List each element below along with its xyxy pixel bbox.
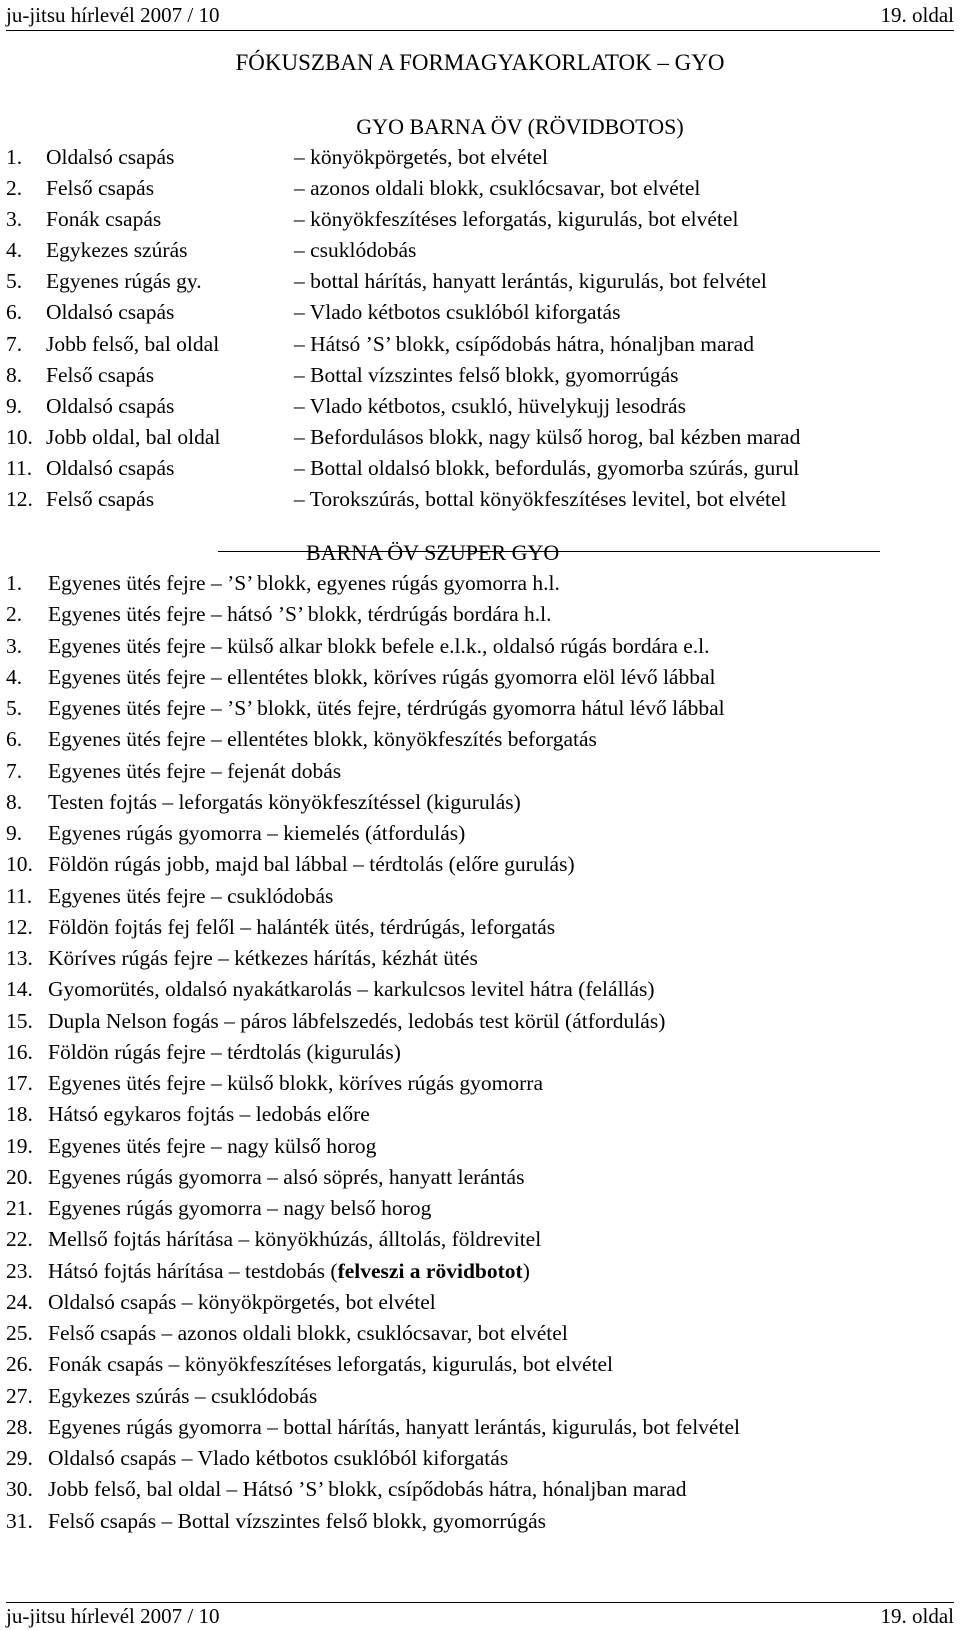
item-text bbox=[48, 1068, 543, 1099]
item-text bbox=[48, 1006, 665, 1037]
item-text-main: Köríves rúgás fejre – kétkezes hárítás, kézhát ütés bbox=[48, 946, 478, 970]
item-text-main: Egyenes ütés fejre – hátsó ’S’ blokk, térdrúgás bordára h.l. bbox=[48, 602, 552, 627]
item-number: 16. bbox=[6, 1039, 33, 1064]
item-text-main: Fonák csapás – könyökfeszítéses leforgatás, kigurulás, bot elvétel bbox=[48, 1352, 614, 1377]
page-title: FÓKUSZBAN A FORMAGYAKORLATOK – GYO bbox=[235, 50, 725, 75]
item-text bbox=[48, 1443, 508, 1474]
item-text bbox=[48, 1381, 317, 1412]
item-text-main: Egyenes ütés fejre – ’S’ blokk, egyenes rúgás gyomorra h.l. bbox=[48, 571, 560, 595]
item-number: 7. bbox=[6, 331, 23, 356]
item-text bbox=[48, 1193, 431, 1224]
item-description: – könyökfeszítéses leforgatás, kigurulás, bot elvétel bbox=[294, 207, 739, 232]
item-text bbox=[48, 1474, 687, 1505]
item-text bbox=[48, 881, 333, 912]
item-description: – Bottal vízszintes felső blokk, gyomorrúgás bbox=[294, 362, 679, 387]
item-text bbox=[48, 568, 560, 599]
item-number: 21. bbox=[6, 1196, 33, 1220]
item-text bbox=[48, 1287, 436, 1318]
item-name: Oldalsó csapás bbox=[46, 145, 175, 169]
item-number: 30. bbox=[6, 1477, 33, 1502]
item-number: 31. bbox=[6, 1508, 33, 1533]
item-text-main: Oldalsó csapás – Vlado kétbotos csuklóból kiforgatás bbox=[48, 1446, 509, 1470]
item-text-main: Jobb felső, bal oldal – Hátsó ’S’ blokk, csípődobás hátra, hónaljban marad bbox=[48, 1477, 687, 1502]
header-publication: ju-jitsu hírlevél 2007 / 10 bbox=[6, 3, 220, 27]
item-text bbox=[48, 1224, 541, 1255]
item-text-main: Földön fojtás fej felől – halánték ütés, térdrúgás, leforgatás bbox=[48, 914, 556, 939]
item-name: Oldalsó csapás bbox=[46, 393, 175, 418]
item-number: 14. bbox=[6, 977, 33, 1002]
item-number: 4. bbox=[6, 664, 23, 689]
item-number: 4. bbox=[6, 238, 23, 263]
item-description: – Befordulásos blokk, nagy külső horog, bal kézben marad bbox=[294, 424, 801, 449]
item-description: – Bottal oldalsó blokk, befordulás, gyomorba szúrás, gurul bbox=[294, 455, 800, 480]
item-number: 6. bbox=[6, 727, 23, 752]
item-text bbox=[48, 818, 465, 849]
item-number: 7. bbox=[6, 758, 23, 783]
item-text-emphasis: felveszi a rövidbotot bbox=[337, 1258, 523, 1283]
item-text bbox=[48, 1131, 376, 1162]
item-number: 27. bbox=[6, 1383, 33, 1408]
item-name: Jobb felső, bal oldal bbox=[46, 331, 220, 356]
item-text-main: Egyenes ütés fejre – külső alkar blokk befele e.l.k., oldalsó rúgás bordára e.l. bbox=[48, 633, 710, 658]
item-description: – azonos oldali blokk, csuklócsavar, bot elvétel bbox=[294, 176, 701, 201]
item-text bbox=[48, 943, 478, 974]
item-number: 25. bbox=[6, 1321, 33, 1345]
item-text-main: Egyenes ütés fejre – ’S’ blokk, ütés fejre, térdrúgás gyomorra hátul lévő lábbal bbox=[48, 696, 725, 720]
item-text bbox=[48, 1099, 370, 1130]
item-text bbox=[48, 1256, 530, 1287]
item-name: Egykezes szúrás bbox=[46, 238, 188, 263]
item-text-tail: ) bbox=[522, 1258, 530, 1283]
item-text-main: Egyenes ütés fejre – fejenát dobás bbox=[48, 758, 342, 783]
item-number: 3. bbox=[6, 633, 23, 658]
footer-page-number: 19. oldal bbox=[880, 1604, 954, 1628]
item-text bbox=[48, 849, 575, 880]
item-name: Felső csapás bbox=[46, 176, 155, 201]
item-number: 29. bbox=[6, 1446, 33, 1470]
item-text bbox=[48, 693, 725, 724]
item-number: 2. bbox=[6, 602, 23, 627]
item-text bbox=[48, 631, 710, 662]
item-text-main: Földön rúgás fejre – térdtolás (kigurulás) bbox=[48, 1039, 401, 1064]
item-text-main: Hátsó fojtás hárítása – testdobás ( bbox=[48, 1258, 338, 1283]
item-number: 13. bbox=[6, 946, 33, 970]
item-number: 8. bbox=[6, 362, 23, 387]
item-text-main: Mellső fojtás hárítása – könyökhúzás, álltolás, földrevitel bbox=[48, 1227, 542, 1252]
item-number: 12. bbox=[6, 487, 33, 512]
item-text-main: Oldalsó csapás – könyökpörgetés, bot elvétel bbox=[48, 1289, 436, 1314]
item-number: 22. bbox=[6, 1227, 33, 1252]
item-name: Jobb oldal, bal oldal bbox=[46, 424, 221, 449]
item-text bbox=[48, 1037, 401, 1068]
item-text-main: Egyenes rúgás gyomorra – nagy belső horog bbox=[48, 1196, 432, 1220]
page-header bbox=[6, 2, 954, 28]
item-text-main: Egyenes rúgás gyomorra – bottal hárítás, hanyatt lerántás, kigurulás, bot felvétel bbox=[48, 1414, 740, 1439]
item-text-main: Felső csapás – azonos oldali blokk, csuklócsavar, bot elvétel bbox=[48, 1321, 568, 1345]
item-number: 12. bbox=[6, 914, 33, 939]
item-name: Felső csapás bbox=[46, 487, 155, 512]
item-number: 8. bbox=[6, 789, 23, 814]
item-name: Felső csapás bbox=[46, 362, 155, 387]
item-name: Egyenes rúgás gy. bbox=[46, 269, 202, 294]
item-number: 5. bbox=[6, 269, 23, 294]
item-text-main: Gyomorütés, oldalsó nyakátkarolás – karkulcsos levitel hátra (felállás) bbox=[48, 977, 655, 1002]
item-number: 9. bbox=[6, 821, 23, 845]
item-text-main: Dupla Nelson fogás – páros lábfelszedés, ledobás test körül (átfordulás) bbox=[48, 1008, 666, 1033]
item-description: – Vlado kétbotos csuklóból kiforgatás bbox=[294, 300, 621, 325]
item-number: 5. bbox=[6, 696, 23, 720]
item-text bbox=[48, 912, 555, 943]
header-page-number: 19. oldal bbox=[880, 3, 954, 27]
item-number: 9. bbox=[6, 393, 23, 418]
item-number: 17. bbox=[6, 1071, 33, 1095]
item-number: 28. bbox=[6, 1414, 33, 1439]
item-description: – Torokszúrás, bottal könyökfeszítéses levitel, bot elvétel bbox=[294, 487, 787, 512]
item-number: 6. bbox=[6, 300, 23, 325]
item-text bbox=[48, 974, 655, 1005]
item-number: 19. bbox=[6, 1133, 33, 1158]
item-name: Oldalsó csapás bbox=[46, 455, 175, 480]
item-description: – Vlado kétbotos, csukló, hüvelykujj lesodrás bbox=[294, 393, 686, 418]
header-divider bbox=[6, 30, 954, 31]
item-number: 23. bbox=[6, 1258, 33, 1283]
section1-title: GYO BARNA ÖV (RÖVIDBOTOS) bbox=[356, 114, 684, 139]
item-number: 18. bbox=[6, 1102, 33, 1127]
item-text-main: Egykezes szúrás – csuklódobás bbox=[48, 1383, 318, 1408]
item-description: – bottal hárítás, hanyatt lerántás, kigurulás, bot felvétel bbox=[294, 269, 767, 294]
item-text-main: Felső csapás – Bottal vízszintes felső blokk, gyomorrúgás bbox=[48, 1508, 547, 1533]
item-text-main: Egyenes rúgás gyomorra – alsó söprés, hanyatt lerántás bbox=[48, 1164, 525, 1189]
item-description: – csuklódobás bbox=[294, 238, 417, 263]
item-text-main: Egyenes ütés fejre – nagy külső horog bbox=[48, 1133, 377, 1158]
item-number: 20. bbox=[6, 1164, 33, 1189]
item-number: 26. bbox=[6, 1352, 33, 1377]
item-text bbox=[48, 724, 597, 755]
item-text-main: Egyenes ütés fejre – csuklódobás bbox=[48, 883, 334, 908]
section2-title: BARNA ÖV SZUPER GYO bbox=[306, 540, 560, 565]
item-text bbox=[48, 1412, 740, 1443]
item-text-main: Testen fojtás – leforgatás könyökfeszítéssel (kigurulás) bbox=[48, 789, 521, 814]
item-number: 3. bbox=[6, 207, 23, 232]
item-number: 1. bbox=[6, 571, 23, 595]
item-text bbox=[48, 599, 552, 630]
item-description: – Hátsó ’S’ blokk, csípődobás hátra, hónaljban marad bbox=[294, 331, 754, 356]
item-number: 11. bbox=[6, 883, 33, 908]
item-text-main: Hátsó egykaros fojtás – ledobás előre bbox=[48, 1102, 370, 1127]
item-text-main: Egyenes ütés fejre – ellentétes blokk, könyökfeszítés beforgatás bbox=[48, 727, 597, 752]
item-number: 2. bbox=[6, 176, 23, 201]
item-description: – könyökpörgetés, bot elvétel bbox=[294, 145, 548, 169]
item-number: 15. bbox=[6, 1008, 33, 1033]
item-number: 24. bbox=[6, 1289, 33, 1314]
item-name: Fonák csapás bbox=[46, 207, 162, 232]
item-text-main: Egyenes ütés fejre – külső blokk, köríves rúgás gyomorra bbox=[48, 1071, 543, 1095]
item-number: 10. bbox=[6, 852, 33, 877]
item-number: 1. bbox=[6, 145, 23, 169]
item-name: Oldalsó csapás bbox=[46, 300, 175, 325]
item-text bbox=[48, 756, 341, 787]
item-text bbox=[48, 1318, 568, 1349]
item-text bbox=[48, 1162, 524, 1193]
footer-publication: ju-jitsu hírlevél 2007 / 10 bbox=[6, 1604, 220, 1628]
item-text-main: Egyenes rúgás gyomorra – kiemelés (átfordulás) bbox=[48, 821, 466, 845]
item-text bbox=[48, 787, 521, 818]
item-number: 11. bbox=[6, 455, 33, 480]
item-number: 10. bbox=[6, 424, 33, 449]
item-text-main: Földön rúgás jobb, majd bal lábbal – térdtolás (előre gurulás) bbox=[48, 852, 575, 877]
item-text bbox=[48, 662, 716, 693]
item-text bbox=[48, 1506, 546, 1537]
page-footer bbox=[6, 1602, 954, 1629]
item-text bbox=[48, 1349, 613, 1380]
item-text-main: Egyenes ütés fejre – ellentétes blokk, köríves rúgás gyomorra elöl lévő lábbal bbox=[48, 664, 716, 689]
